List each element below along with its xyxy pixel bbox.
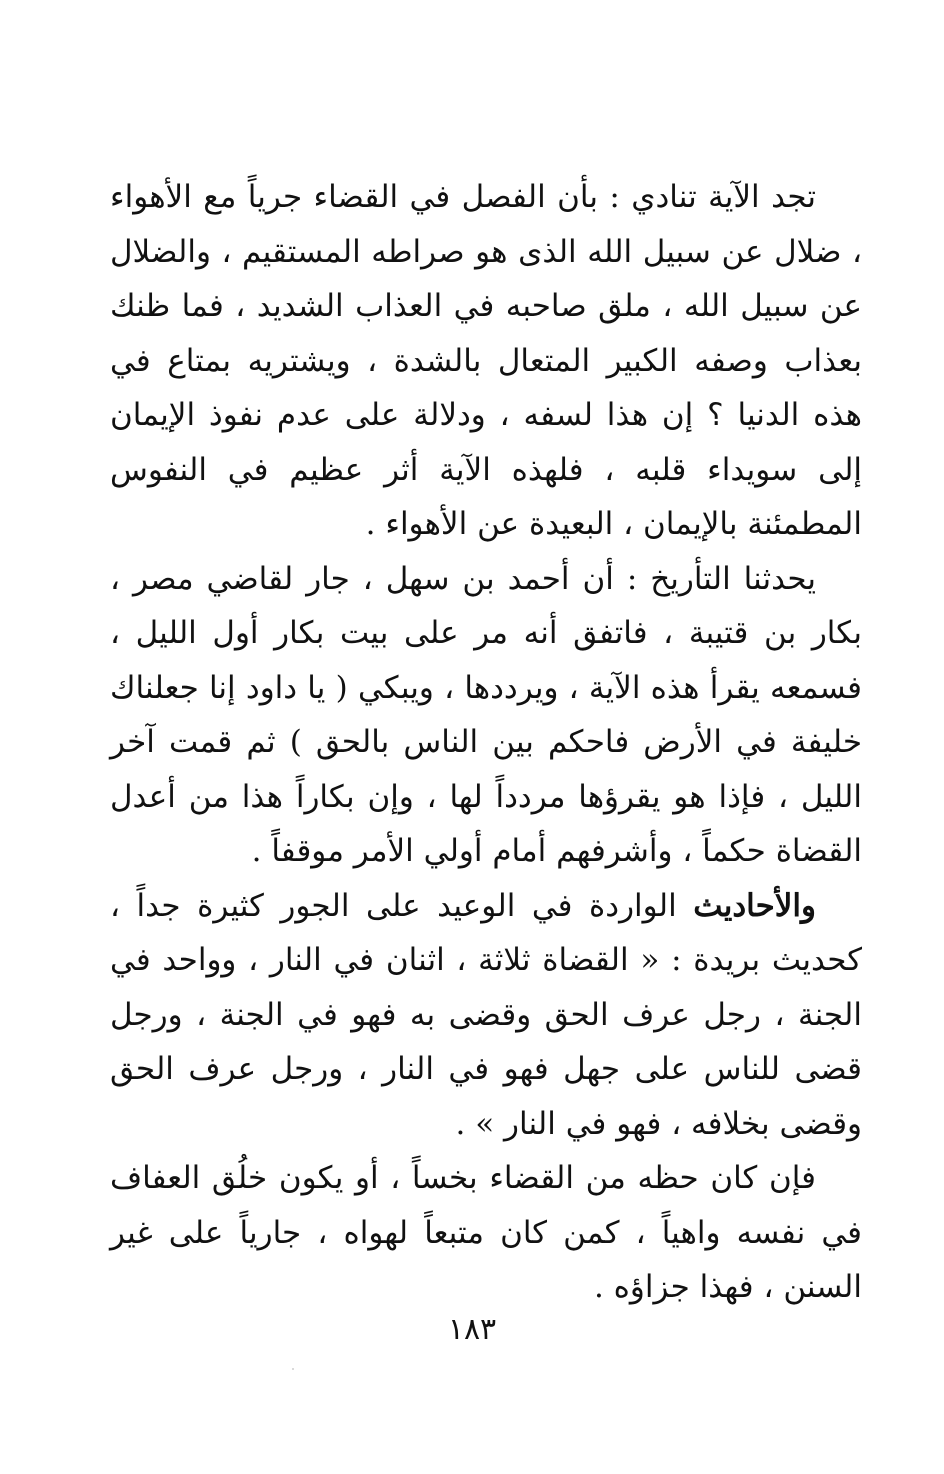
page-number: ١٨٣ xyxy=(447,1312,497,1347)
paragraph-1-text: تجد الآية تنادي : بأن الفصل في القضاء جرياً مع الأهواء ، ضلال عن سبيل الله الذى هو صراطه المستقيم ، والضلال عن سبيل الله ، ملق صاحبه في العذاب الشديد ، فما ظنك بعذاب وصفه الكبير المتعال بالشدة ، ويشتريه بمتاع في هذه الدنيا ؟ إن هذا لسفه ، ودلالة على عدم نفوذ الإيمان إلى سويداء قلبه ، فلهذه الآية أثر عظيم في النفوس المطمئنة بالإيمان ، البعيدة عن الأهواء . xyxy=(110,179,862,542)
paragraph-2-text: يحدثنا التأريخ : أن أحمد بن سهل ، جار لقاضي مصر ، بكار بن قتيبة ، فاتفق أنه مر على بيت بكار أول الليل ، فسمعه يقرأ هذه الآية ، ويرددها ، ويبكي ( يا داود إنا جعلناك خليفة في الأرض فاحكم بين الناس بالحق ) ثم قمت آخر الليل ، فإذا هو يقرؤها مردداً لها ، وإن بكاراً هذا من أعدل القضاة حكماً ، وأشرفهم أمام أولي الأمر موقفاً . xyxy=(110,560,862,869)
paragraph-4 xyxy=(110,1151,862,1315)
paragraph-4-text: فإن كان حظه من القضاء بخساً ، أو يكون خلُق العفاف في نفسه واهياً ، كمن كان متبعاً لهواه ، جارياً على غير السنن ، فهذا جزاؤه . xyxy=(110,1160,862,1305)
body-text xyxy=(110,170,862,1315)
paragraph-2 xyxy=(110,552,862,879)
paragraph-3-lead-word: والأحاديث xyxy=(693,887,816,924)
paragraph-1 xyxy=(110,170,862,552)
paragraph-3 xyxy=(110,879,862,1152)
paragraph-3-text: الواردة في الوعيد على الجور كثيرة جداً ، كحديث بريدة : « القضاة ثلاثة ، اثنان في النار ، وواحد في الجنة ، رجل عرف الحق وقضى به فهو في الجنة ، ورجل قضى للناس على جهل فهو في النار ، ورجل عرف الحق وقضى بخلافه ، فهو في النار » . xyxy=(110,887,862,1142)
scan-speck xyxy=(292,1368,294,1370)
